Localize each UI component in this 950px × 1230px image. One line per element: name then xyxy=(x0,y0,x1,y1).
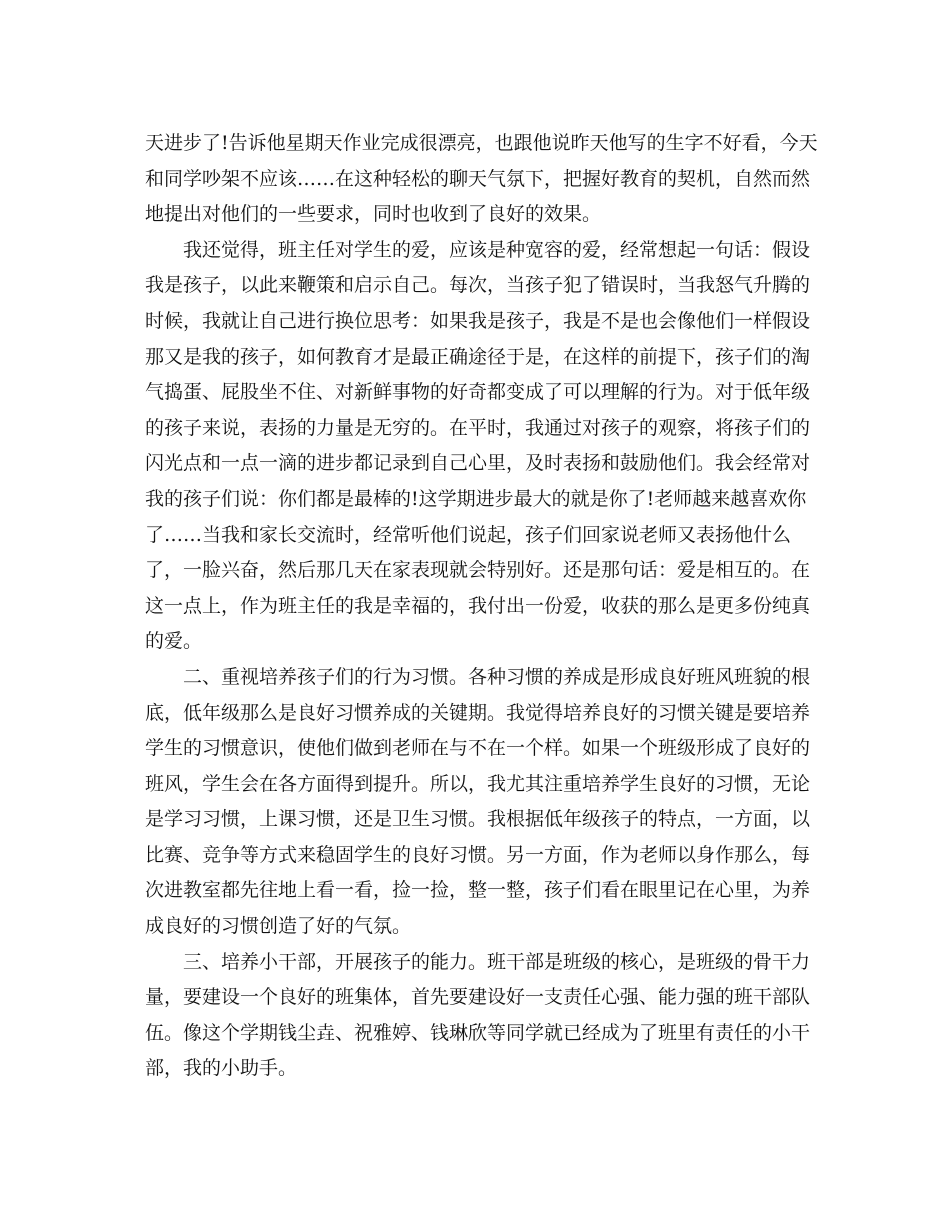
body-text xyxy=(145,126,818,1087)
text-line: 那又是我的孩子，如何教育才是最正确途径于是，在这样的前提下，孩子们的淘 xyxy=(145,345,811,368)
text-line: 我的孩子们说：你们都是最棒的!这学期进步最大的就是你了!老师越来越喜欢你 xyxy=(145,487,807,510)
text-line: 了，一脸兴奋，然后那几天在家表现就会特别好。还是那句话：爱是相互的。在 xyxy=(145,559,811,582)
text-line: 二、重视培养孩子们的行为习惯。各种习惯的养成是形成良好班风班貌的根 xyxy=(183,665,811,688)
text-line: 和同学吵架不应该……在这种轻松的聊天气氛下，把握好教育的契机，自然而然 xyxy=(145,167,811,190)
paragraph xyxy=(145,945,810,1087)
text-line: 地提出对他们的一些要求，同时也收到了良好的效果。 xyxy=(145,203,602,226)
text-line: 班风，学生会在各方面得到提升。所以，我尤其注重培养学生良好的习惯，无论 xyxy=(145,772,811,795)
text-line: 成良好的习惯创造了好的气氛。 xyxy=(145,915,412,938)
text-line: 学生的习惯意识，使他们做到老师在与不在一个样。如果一个班级形成了良好的 xyxy=(145,737,811,760)
text-line: 了……当我和家长交流时，经常听他们说起，孩子们回家说老师又表扬他什么 xyxy=(145,523,792,546)
text-line: 底，低年级那么是良好习惯养成的关键期。我觉得培养良好的习惯关键是要培养 xyxy=(145,701,811,724)
text-line: 的爱。 xyxy=(145,630,203,653)
text-line: 我还觉得，班主任对学生的爱，应该是种宽容的爱，经常想起一句话：假设 xyxy=(183,238,811,261)
text-line: 这一点上，作为班主任的我是幸福的，我付出一份爱，收获的那么是更多份纯真 xyxy=(145,594,811,617)
text-line: 我是孩子，以此来鞭策和启示自己。每次，当孩子犯了错误时，当我怒气升腾的 xyxy=(145,274,811,297)
text-line: 部，我的小助手。 xyxy=(145,1057,298,1080)
text-line: 天进步了!告诉他星期天作业完成很漂亮，也跟他说昨天他写的生字不好看，今天 xyxy=(145,132,818,154)
text-line: 的孩子来说，表扬的力量是无穷的。在平时，我通过对孩子的观察，将孩子们的 xyxy=(145,416,811,439)
text-line: 伍。像这个学期钱尘垚、祝雅婷、钱琳欣等同学就已经成为了班里有责任的小干 xyxy=(145,1021,811,1044)
text-line: 气捣蛋、屁股坐不住、对新鲜事物的好奇都变成了可以理解的行为。对于低年级 xyxy=(145,381,811,404)
text-line: 次进教室都先往地上看一看，捡一捡，整一整，孩子们看在眼里记在心里，为养 xyxy=(145,879,811,902)
paragraph xyxy=(145,126,818,233)
text-line: 量，要建设一个良好的班集体，首先要建设好一支责任心强、能力强的班干部队 xyxy=(145,986,811,1009)
text-line: 三、培养小干部，开展孩子的能力。班干部是班级的核心，是班级的骨干力 xyxy=(183,950,811,973)
text-line: 是学习习惯，上课习惯，还是卫生习惯。我根据低年级孩子的特点，一方面，以 xyxy=(145,808,811,831)
text-line: 比赛、竞争等方式来稳固学生的良好习惯。另一方面，作为老师以身作那么，每 xyxy=(145,843,811,866)
text-line: 时候，我就让自己进行换位思考：如果我是孩子，我是不是也会像他们一样假设 xyxy=(145,309,811,332)
paragraph xyxy=(145,233,810,660)
text-line: 闪光点和一点一滴的进步都记录到自己心里，及时表扬和鼓励他们。我会经常对 xyxy=(145,452,811,475)
paragraph xyxy=(145,660,810,945)
